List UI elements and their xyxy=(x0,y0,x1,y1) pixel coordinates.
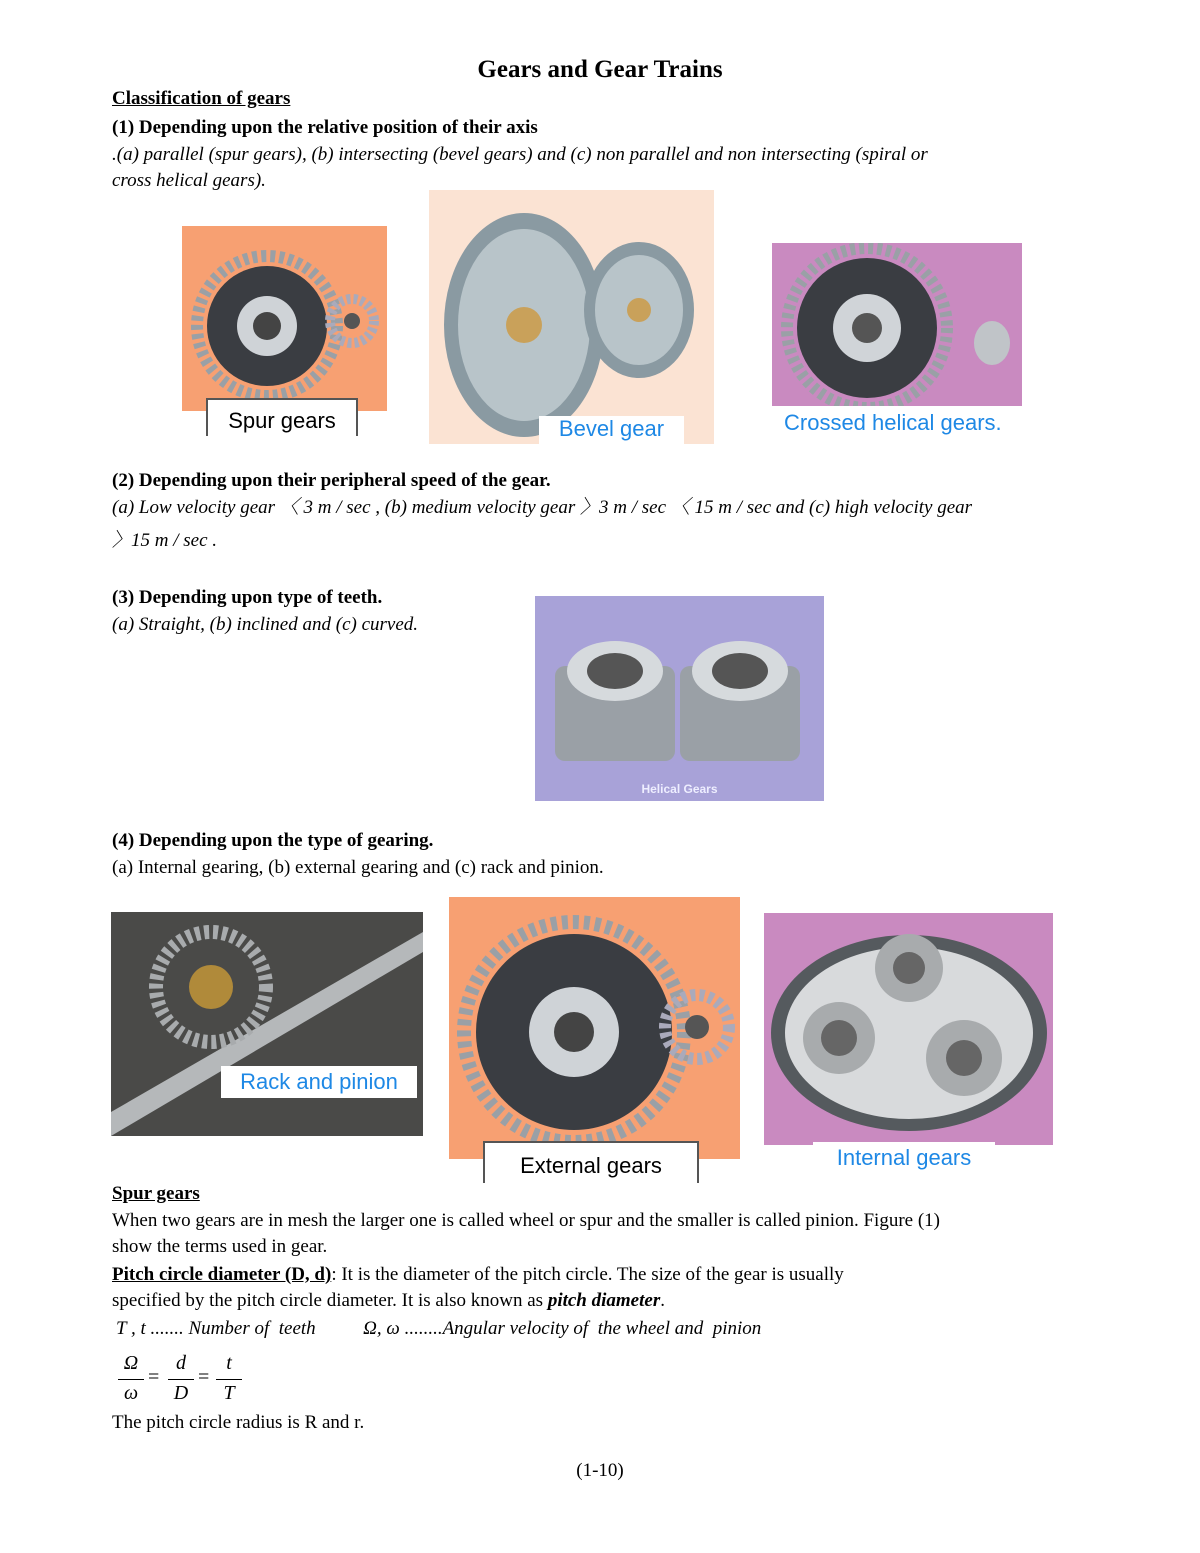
class4-line1: (a) Internal gearing, (b) external gearing and (c) rack and pinion. xyxy=(112,857,604,878)
class3-line1: (a) Straight, (b) inclined and (c) curved. xyxy=(112,614,419,635)
eq-num1: Ω xyxy=(123,1352,139,1374)
pitch-diameter-term: pitch diameter xyxy=(547,1290,661,1311)
eq-num2: d xyxy=(176,1352,186,1374)
classification-heading: Classification of gears xyxy=(112,88,291,109)
eq-equals1: = xyxy=(148,1366,160,1388)
pcd-end: . xyxy=(660,1290,665,1311)
external-gears-photo xyxy=(449,897,740,1159)
pcd-line1 xyxy=(112,1262,844,1288)
pcd-term: Pitch circle diameter (D, d) xyxy=(112,1264,332,1285)
helical-gears-photo xyxy=(535,596,824,801)
eq-den1: ω xyxy=(123,1382,139,1404)
spur-caption-box xyxy=(206,398,358,436)
bevel-caption: Bevel gear xyxy=(539,416,684,444)
rack-pinion-photo xyxy=(111,912,423,1136)
eq-num3: t xyxy=(226,1352,232,1374)
eq-equals2: = xyxy=(198,1366,210,1388)
class1-line1: .(a) parallel (spur gears), (b) intersecting (bevel gears) and (c) non parallel and non intersecting (spiral or xyxy=(112,144,928,165)
crossed-caption: Crossed helical gears. xyxy=(784,410,1002,435)
pcd-line2 xyxy=(112,1288,665,1314)
pcd-line2-text: specified by the pitch circle diameter. It is also known as xyxy=(112,1290,544,1311)
helical-caption: Helical Gears xyxy=(641,782,718,796)
class2-line2: 〉15 m / sec . xyxy=(112,530,218,551)
spur-para-line2: show the terms used in gear. xyxy=(112,1236,328,1257)
class1-heading: (1) Depending upon the relative position of their axis xyxy=(112,117,538,138)
bevel-gear-photo xyxy=(429,190,714,444)
pcd-definition: : It is the diameter of the pitch circle. The size of the gear is usually xyxy=(331,1264,844,1285)
ratio-equation xyxy=(112,1352,252,1408)
page-number: (1-10) xyxy=(576,1460,624,1481)
internal-gears-photo xyxy=(764,913,1053,1145)
class2-line1: (a) Low velocity gear 〈 3 m / sec , (b) medium velocity gear 〉3 m / sec 〈 15 m / sec and (c) high velocity gear xyxy=(112,497,973,518)
class4-heading: (4) Depending upon the type of gearing. xyxy=(112,830,434,851)
class1-line2: cross helical gears). xyxy=(112,170,266,191)
external-caption-box xyxy=(483,1141,699,1183)
spur-section-heading: Spur gears xyxy=(112,1183,200,1204)
external-caption: External gears xyxy=(520,1153,662,1178)
spur-caption: Spur gears xyxy=(228,408,336,433)
internal-caption: Internal gears xyxy=(813,1142,995,1174)
radius-line: The pitch circle radius is R and r. xyxy=(112,1412,365,1433)
eq-den3: T xyxy=(223,1382,235,1404)
rack-caption: Rack and pinion xyxy=(221,1066,417,1098)
crossed-helical-photo xyxy=(772,243,1022,406)
variables-line: T , t ....... Number of teeth Ω, ω ........Angular velocity of the wheel and pinion xyxy=(116,1318,762,1339)
spur-para-line1: When two gears are in mesh the larger one is called wheel or spur and the smaller is called pinion. Figure (1) xyxy=(112,1210,940,1231)
page-title: Gears and Gear Trains xyxy=(477,56,723,83)
eq-den2: D xyxy=(173,1382,189,1404)
class3-heading: (3) Depending upon type of teeth. xyxy=(112,587,383,608)
class2-heading: (2) Depending upon their peripheral speed of the gear. xyxy=(112,470,551,491)
spur-gears-photo xyxy=(182,226,387,411)
